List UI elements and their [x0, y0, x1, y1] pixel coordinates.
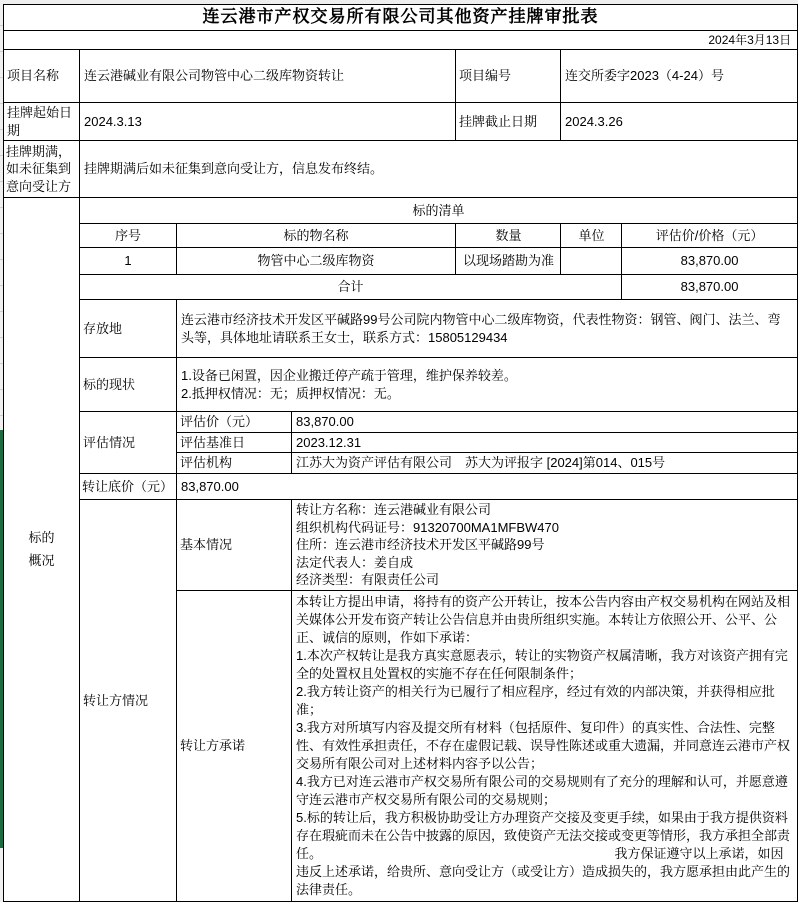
appraisal-label: 评估情况: [80, 412, 177, 474]
inventory-total-label: 合计: [80, 275, 622, 300]
expiry-label: 挂牌期满，如未征集到意向受让方: [4, 141, 80, 198]
listing-start-value: 2024.3.13: [80, 103, 456, 141]
status-line: 1.设备已闲置，因企业搬迁停产疏于管理，维护保养较差。: [181, 368, 517, 384]
expiry-value: 挂牌期满后如未征集到意向受让方，信息发布终结。: [80, 141, 798, 198]
status-label: 标的现状: [80, 358, 177, 412]
listing-start-label: 挂牌起始日期: [4, 103, 80, 141]
appraisal-price-value: 83,870.00: [292, 412, 798, 433]
promise-paragraph: 4.我方已对连云港市产权交易所有限公司的交易规则有了充分的理解和认可，并愿意遵守连云港市产权交易所有限公司的交易规则；: [296, 773, 788, 807]
status-line: 2.抵押权情况：无；质押权情况：无。: [181, 385, 400, 401]
inventory-row-seq: 1: [80, 248, 177, 275]
floor-price-value: 83,870.00: [177, 473, 798, 499]
promise-paragraph: 3.我方对所填写内容及提交所有材料（包括原件、复印件）的真实性、合法性、完整性、有效性承担责任，不存在虚假记载、误导性陈述或重大遗漏，并同意连云港市产权交易所有限公司对上述材料内容予以公告；: [296, 719, 791, 771]
inventory-col-qty: 数量: [456, 224, 561, 248]
listing-end-value: 2024.3.26: [561, 103, 798, 141]
project-number-label: 项目编号: [456, 50, 561, 103]
inventory-row-unit: [561, 248, 622, 275]
inventory-row-qty: 以现场踏勘为准: [456, 248, 561, 275]
promise-paragraph: 1.本次产权转让是我方真实意愿表示，转让的实物资产权属清晰，我方对该资产拥有完全的处置权且处置权的实施不存在任何限制条件；: [296, 647, 788, 681]
promise-paragraph: 2.我方转让资产的相关行为已履行了相应程序，经过有效的内部决策，并获得相应批准；: [296, 683, 775, 717]
storage-label: 存放地: [80, 300, 177, 358]
storage-value: 连云港市经济技术开发区平碱路99号公司院内物管中心二级库物资，代表性物资：钢管、阀门、法兰、弯头等，具体地址请联系王女士，联系方式：15805129434: [177, 300, 798, 358]
appraisal-agency-value: 江苏大为资产评估有限公司 苏大为评报字 [2024]第014、015号: [292, 453, 798, 474]
listing-end-label: 挂牌截止日期: [456, 103, 561, 141]
project-number-value: 连交所委字2023（4-24）号: [561, 50, 798, 103]
appraisal-base-date-label: 评估基准日: [177, 432, 292, 453]
inventory-total-value: 83,870.00: [622, 275, 798, 300]
status-value: [177, 358, 798, 412]
transferor-label: 转让方情况: [80, 499, 177, 901]
transferor-basic-value: [292, 499, 798, 590]
inventory-row-name: 物管中心二级库物资: [177, 248, 456, 275]
inventory-row-price: 83,870.00: [622, 248, 798, 275]
appraisal-agency-label: 评估机构: [177, 453, 292, 474]
form-title: 连云港市产权交易所有限公司其他资产挂牌审批表: [4, 5, 798, 31]
floor-price-label: 转让底价（元）: [80, 473, 177, 499]
overview-label: 标的概况: [4, 198, 80, 902]
promise-paragraph: 5.标的转让后，我方积极协助受让方办理资产交接及变更手续，如果由于我方提供资料存在瑕疵而未在公告中披露的原因，致使资产无法交接或变更等情形，我方承担全部责任。 我方保证遵守以上承诺，如因违反上述承诺，给贵所、意向受让方（或受让方）造成损失的，我方愿承担由此产生的法律责任。: [296, 809, 791, 897]
promise-paragraph: 本转让方提出申请，将持有的资产公开转让，按本公告内容由产权交易机构在网站及相关媒体公开发布资产转让公告信息并由贵所组织实施。本转让方依照公开、公平、公正、诚信的原则，作如下承诺：: [296, 593, 791, 645]
project-name-label: 项目名称: [4, 50, 80, 103]
transferor-promise-label: 转让方承诺: [177, 590, 292, 901]
transferor-promise-value: [292, 590, 798, 901]
appraisal-price-label: 评估价（元）: [177, 412, 292, 433]
transferor-basic-label: 基本情况: [177, 499, 292, 590]
inventory-col-price: 评估价/价格（元）: [622, 224, 798, 248]
inventory-col-seq: 序号: [80, 224, 177, 248]
basic-line: 转让方名称：连云港碱业有限公司: [296, 501, 492, 517]
approval-form-table: [3, 4, 798, 902]
appraisal-base-date-value: 2023.12.31: [292, 432, 798, 453]
table-row: [4, 275, 798, 300]
inventory-title: 标的清单: [80, 198, 798, 224]
basic-line: 组织机构代码证号：91320700MA1MFBW470: [296, 519, 559, 535]
basic-line: 法定代表人：姜自成: [296, 554, 414, 570]
inventory-col-name: 标的物名称: [177, 224, 456, 248]
inventory-col-unit: 单位: [561, 224, 622, 248]
table-row: [4, 248, 798, 275]
project-name-value: 连云港碱业有限公司物管中心二级库物资转让: [80, 50, 456, 103]
basic-line: 住所：连云港市经济技术开发区平碱路99号: [296, 537, 545, 553]
form-date: 2024年3月13日: [4, 30, 798, 49]
basic-line: 经济类型：有限责任公司: [296, 572, 440, 588]
